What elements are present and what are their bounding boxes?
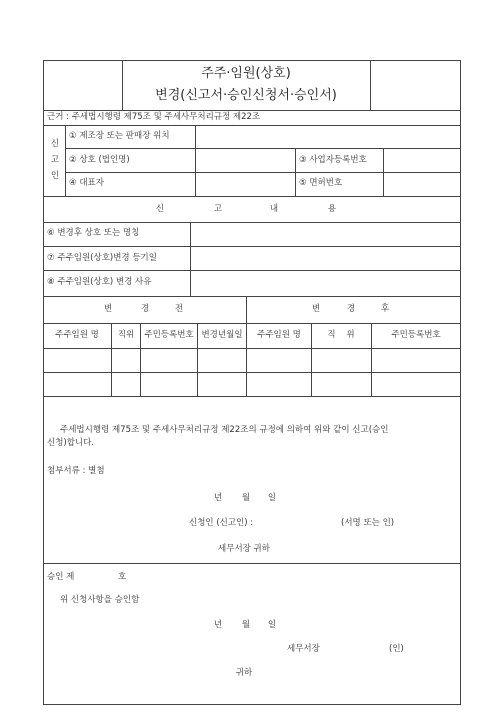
- approval-addressee: 귀하: [235, 668, 253, 678]
- col-before-change-date: 변경년월일: [201, 330, 243, 340]
- attachment-note: 첨부서류 : 별첨: [47, 466, 105, 476]
- applicant-side-char-2: 고: [50, 155, 60, 165]
- field-location-label: ① 제조장 또는 판매장 위치: [69, 131, 170, 141]
- signature-note: (서명 또는 인): [341, 518, 395, 528]
- field-business-number-label: ③ 사업자등록번호: [299, 155, 367, 165]
- approval-number-prefix: 승인 제: [47, 572, 75, 582]
- field-new-name-label: ⑥ 변경후 상호 또는 명칭: [47, 228, 140, 238]
- col-after-name: 주주임원 명: [257, 330, 301, 340]
- field-license-number-label: ⑤ 면허번호: [299, 178, 343, 188]
- declaration-addressee: 세무서장 귀하: [218, 544, 270, 554]
- declaration-text-line2: 신청)합니다.: [47, 438, 95, 448]
- declaration-text-line1: 주세법시행령 제75조 및 주세사무처리규정 제22조의 규정에 의하여 위와 같이 신고(승인: [60, 425, 389, 435]
- col-before-name: 주주임원 명: [55, 330, 99, 340]
- form-title-line2: 변경(신고서·승인신청서·승인서): [155, 88, 337, 103]
- field-registration-date-label: ⑦ 주주임원(상호)변경 등기일: [47, 253, 157, 263]
- legal-basis: 근거 : 주세법시행령 제75조 및 주세사무처리규정 제22조: [47, 112, 261, 122]
- approval-statement: 위 신청사항을 승인함: [60, 595, 140, 605]
- col-after-position: 직 위: [327, 330, 355, 340]
- applicant-side-char-1: 신: [50, 139, 60, 149]
- field-change-reason-label: ⑧ 주주임원(상호) 변경 사유: [47, 277, 152, 287]
- approval-number-suffix: 호: [118, 572, 127, 582]
- applicant-side-char-3: 인: [50, 171, 60, 181]
- col-before-position: 직위: [117, 330, 135, 340]
- col-after-id-number: 주민등록번호: [391, 330, 441, 340]
- form-title-line1: 주주·임원(상호): [201, 66, 291, 81]
- col-before-id-number: 주민등록번호: [144, 330, 194, 340]
- approval-seal: (인): [389, 644, 404, 654]
- field-company-name-label: ② 상호 (법인명): [69, 155, 130, 165]
- applicant-signature-label: 신청인 (신고인) :: [189, 518, 254, 528]
- field-representative-label: ④ 대표자: [69, 178, 104, 188]
- approval-office: 세무서장: [287, 644, 320, 654]
